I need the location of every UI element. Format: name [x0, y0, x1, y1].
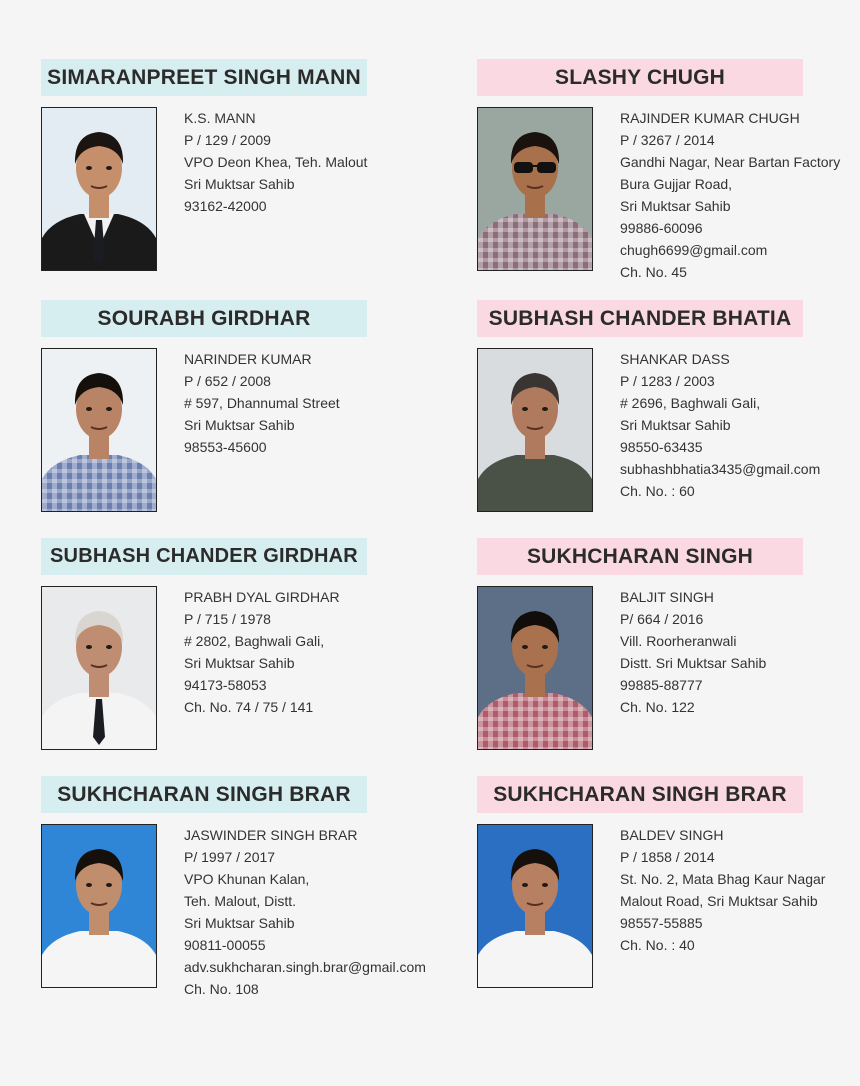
detail-line: Ch. No. : 60: [620, 483, 695, 499]
detail-line: # 2802, Baghwali Gali,: [184, 633, 325, 649]
detail-line: Sri Muktsar Sahib: [184, 417, 295, 433]
entry-name: SOURABH GIRDHAR: [41, 300, 367, 337]
detail-line: Ch. No. 74 / 75 / 141: [184, 699, 314, 715]
detail-line: Sri Muktsar Sahib: [620, 417, 731, 433]
entry-details: [184, 824, 426, 1000]
entry-name: SUKHCHARAN SINGH: [477, 538, 803, 575]
detail-line: VPO Deon Khea, Teh. Malout: [184, 154, 368, 170]
detail-line: adv.sukhcharan.singh.brar@gmail.com: [184, 959, 426, 975]
portrait-image: [42, 349, 156, 511]
detail-line: BALJIT SINGH: [620, 589, 714, 605]
detail-line: Sri Muktsar Sahib: [184, 176, 295, 192]
detail-line: PRABH DYAL GIRDHAR: [184, 589, 340, 605]
detail-line: Sri Muktsar Sahib: [184, 915, 295, 931]
entry-name: SUKHCHARAN SINGH BRAR: [41, 776, 367, 813]
detail-line: Vill. Roorheranwali: [620, 633, 737, 649]
portrait-image: [478, 108, 592, 270]
detail-line: Ch. No. : 40: [620, 937, 695, 953]
detail-line: 94173-58053: [184, 677, 267, 693]
detail-line: 98550-63435: [620, 439, 703, 455]
portrait-image: [478, 349, 592, 511]
portrait-image: [42, 587, 156, 749]
entry-name: SUKHCHARAN SINGH BRAR: [477, 776, 803, 813]
entry-details: [620, 348, 820, 502]
detail-line: Teh. Malout, Distt.: [184, 893, 297, 909]
detail-line: 98557-55885: [620, 915, 703, 931]
detail-line: 90811-00055: [184, 937, 266, 953]
portrait-photo: [41, 107, 157, 271]
detail-line: subhashbhatia3435@gmail.com: [620, 461, 821, 477]
portrait-photo: [477, 586, 593, 750]
entry-details: [620, 824, 825, 956]
detail-line: Sri Muktsar Sahib: [620, 198, 731, 214]
entry-details: [184, 107, 367, 217]
detail-line: BALDEV SINGH: [620, 827, 724, 843]
portrait-image: [478, 825, 592, 987]
entry-name: SLASHY CHUGH: [477, 59, 803, 96]
detail-line: P / 129 / 2009: [184, 132, 271, 148]
detail-line: St. No. 2, Mata Bhag Kaur Nagar: [620, 871, 826, 887]
entry-details: [184, 348, 340, 458]
detail-line: P / 652 / 2008: [184, 373, 271, 389]
detail-line: P / 1858 / 2014: [620, 849, 715, 865]
portrait-photo: [477, 348, 593, 512]
portrait-photo: [41, 348, 157, 512]
detail-line: P/ 1997 / 2017: [184, 849, 276, 865]
detail-line: P / 1283 / 2003: [620, 373, 715, 389]
detail-line: # 597, Dhannumal Street: [184, 395, 340, 411]
entry-details: [620, 586, 766, 718]
detail-line: NARINDER KUMAR: [184, 351, 312, 367]
detail-line: 93162-42000: [184, 198, 267, 214]
detail-line: VPO Khunan Kalan,: [184, 871, 310, 887]
detail-line: chugh6699@gmail.com: [620, 242, 768, 258]
detail-line: P/ 664 / 2016: [620, 611, 704, 627]
detail-line: 99885-88777: [620, 677, 703, 693]
entry-name: SUBHASH CHANDER GIRDHAR: [41, 538, 367, 575]
detail-line: 99886-60096: [620, 220, 703, 236]
detail-line: JASWINDER SINGH BRAR: [184, 827, 358, 843]
detail-line: 98553-45600: [184, 439, 267, 455]
entry-details: [620, 107, 840, 283]
detail-line: Bura Gujjar Road,: [620, 176, 733, 192]
detail-line: Gandhi Nagar, Near Bartan Factory: [620, 154, 841, 170]
detail-line: Malout Road, Sri Muktsar Sahib: [620, 893, 818, 909]
portrait-image: [478, 587, 592, 749]
entry-name: SIMARANPREET SINGH MANN: [41, 59, 367, 96]
detail-line: P / 3267 / 2014: [620, 132, 715, 148]
portrait-photo: [41, 824, 157, 988]
detail-line: Ch. No. 45: [620, 264, 687, 280]
portrait-photo: [477, 824, 593, 988]
detail-line: SHANKAR DASS: [620, 351, 730, 367]
entry-name: SUBHASH CHANDER BHATIA: [477, 300, 803, 337]
detail-line: Ch. No. 108: [184, 981, 259, 997]
detail-line: RAJINDER KUMAR CHUGH: [620, 110, 800, 126]
detail-line: P / 715 / 1978: [184, 611, 271, 627]
portrait-image: [42, 108, 156, 270]
detail-line: Sri Muktsar Sahib: [184, 655, 295, 671]
detail-line: K.S. MANN: [184, 110, 256, 126]
detail-line: Distt. Sri Muktsar Sahib: [620, 655, 767, 671]
portrait-image: [42, 825, 156, 987]
portrait-photo: [41, 586, 157, 750]
entry-details: [184, 586, 340, 718]
detail-line: # 2696, Baghwali Gali,: [620, 395, 761, 411]
detail-line: Ch. No. 122: [620, 699, 695, 715]
portrait-photo: [477, 107, 593, 271]
